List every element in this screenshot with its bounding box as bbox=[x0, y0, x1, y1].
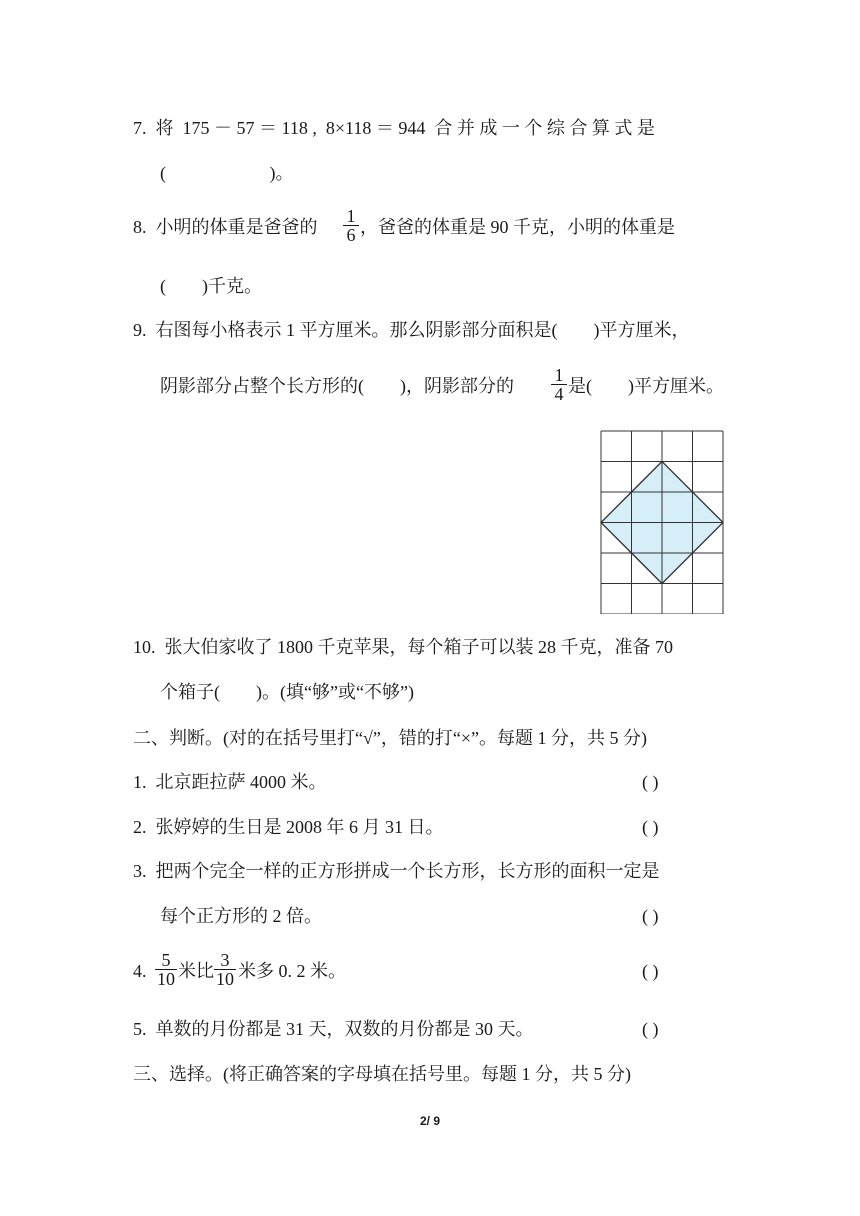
judge-item-4-frac2-num: 3 bbox=[214, 951, 236, 970]
judge-answer-2: ( ) bbox=[642, 817, 659, 837]
judge-item-3-line2: 每个正方形的 2 倍。 bbox=[160, 906, 322, 926]
judge-item-4-frac1 bbox=[155, 951, 177, 988]
judge-item-4-post: 米多 0. 2 米。 bbox=[238, 961, 346, 981]
q9-line2-pre: 阴影部分占整个长方形的( )，阴影部分的 bbox=[160, 376, 514, 396]
judge-item-5: 5. 单数的月份都是 31 天，双数的月份都是 30 天。 bbox=[133, 1019, 534, 1039]
judge-item-1: 1. 北京距拉萨 4000 米。 bbox=[133, 772, 327, 792]
q8-line1-post: ，爸爸的体重是 90 千克，小明的体重是 bbox=[360, 217, 675, 237]
q9-line1: 9. 右图每小格表示 1 平方厘米。那么阴影部分面积是( )平方厘米， bbox=[133, 320, 690, 340]
q10-line1: 10. 张大伯家收了 1800 千克苹果，每个箱子可以装 28 千克，准备 70 bbox=[133, 637, 673, 657]
judge-item-4-number: 4. bbox=[133, 961, 147, 981]
q8-fraction bbox=[343, 207, 359, 244]
q7-line2: ( )。 bbox=[160, 163, 294, 183]
judge-answer-5: ( ) bbox=[642, 1019, 659, 1039]
judge-item-4-mid: 米比 bbox=[178, 961, 214, 981]
q7-line1: 7. 将 175 － 57 ＝ 118 , 8×118 ＝ 944 合 并 成 一 个 综 合 算 式 是 bbox=[133, 118, 655, 138]
q8-frac-num: 1 bbox=[343, 207, 359, 226]
q9-line2-post: 是( )平方厘米。 bbox=[568, 376, 724, 396]
q9-fraction bbox=[551, 366, 567, 403]
judge-item-4-frac1-den: 10 bbox=[157, 969, 175, 989]
q8-line1-pre: 8. 小明的体重是爸爸的 bbox=[133, 217, 318, 237]
judge-item-4-frac2-den: 10 bbox=[216, 969, 234, 989]
q9-frac-den: 4 bbox=[554, 384, 564, 404]
q10-line2: 个箱子( )。(填“够”或“不够”) bbox=[160, 682, 414, 702]
judge-answer-4: ( ) bbox=[642, 961, 659, 981]
q8-line2: ( )千克。 bbox=[160, 276, 262, 296]
section3-title: 三、选择。(将正确答案的字母填在括号里。每题 1 分，共 5 分) bbox=[133, 1064, 631, 1084]
judge-item-4-frac2 bbox=[214, 951, 236, 988]
grid-figure bbox=[600, 430, 724, 614]
q9-frac-num: 1 bbox=[551, 366, 567, 385]
section2-title: 二、判断。(对的在括号里打“√”，错的打“×”。每题 1 分，共 5 分) bbox=[133, 728, 647, 748]
judge-item-2: 2. 张婷婷的生日是 2008 年 6 月 31 日。 bbox=[133, 817, 444, 837]
judge-answer-3: ( ) bbox=[642, 906, 659, 926]
q8-frac-den: 6 bbox=[346, 225, 356, 245]
judge-item-4-frac1-num: 5 bbox=[155, 951, 177, 970]
judge-item-3: 3. 把两个完全一样的正方形拼成一个长方形，长方形的面积一定是 bbox=[133, 861, 660, 881]
judge-answer-1: ( ) bbox=[642, 772, 659, 792]
page-number: 2/ 9 bbox=[419, 1114, 440, 1128]
